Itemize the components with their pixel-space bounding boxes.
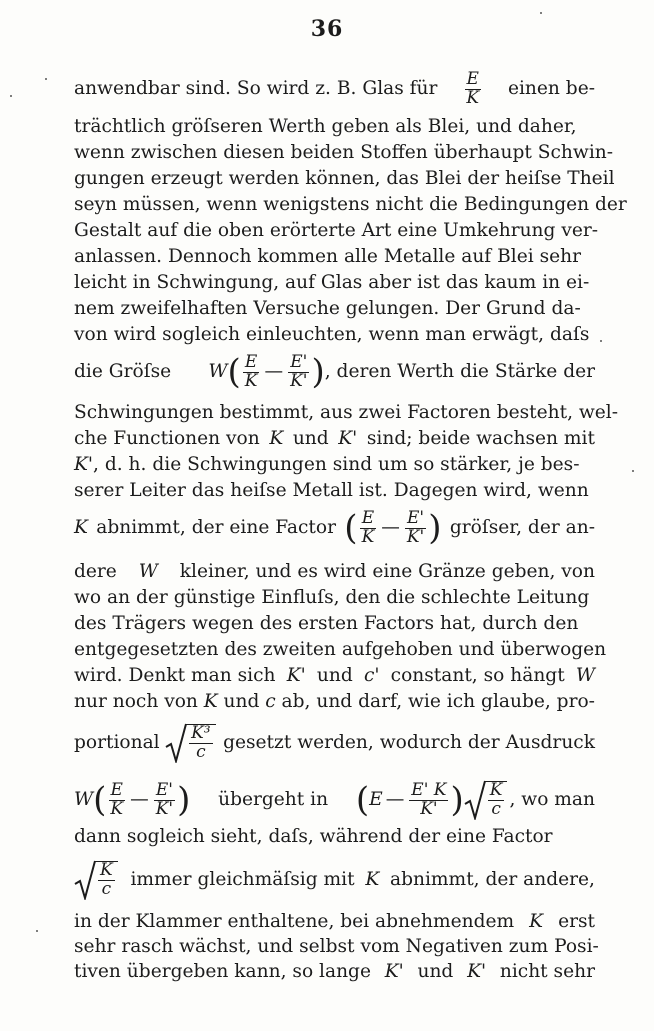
text-line: che Functionen von K und K' sind; beide wachsen mit — [74, 427, 595, 449]
formula-line: K abnimmt, der eine Factor ( $\frac{E}{K}$ — $\frac{E'}{K'}$ ) gröſser, der an- — [74, 507, 595, 548]
text-line: serer Leiter das heiſse Metall ist. Dagegen wird, wenn — [74, 479, 589, 501]
square-root: $\frac{K}{c}$ — [74, 860, 120, 900]
paper-speck — [10, 95, 12, 97]
text-line: wenn zwischen diesen beiden Stoffen überhaupt Schwin- — [74, 141, 614, 163]
formula: W ( $\frac{E}{K}$ — $\frac{E'}{K'}$ ) — [74, 779, 191, 820]
text-line: wo an der günstige Einfluſs, den die schlechte Leitung — [74, 586, 590, 608]
formula: ( E — $\frac{E' K}{K'}$ ) $\frac{K}{c}$ , wo man — [355, 779, 595, 820]
paper-speck — [600, 340, 602, 342]
text-line — [74, 68, 595, 108]
formula-line: portional $\frac{\text{K³}}{c}$ gesetzt werden, wodurch der Ausdruck — [74, 723, 595, 762]
text-line: leicht in Schwingung, auf Glas aber ist das kaum in ei- — [74, 271, 590, 293]
text-line: nur noch von K und c ab, und darf, wie ich glaube, pro- — [74, 690, 595, 712]
paper-speck — [45, 78, 47, 80]
formula: ( $\frac{E}{K}$ — $\frac{E'}{K'}$ ) — [344, 507, 442, 548]
paper-speck — [632, 470, 634, 472]
text-line: tiven übergeben kann, so lange K' und K' nicht sehr — [74, 960, 595, 982]
text-line: entgegesetzten des zweiten aufgehoben und überwogen — [74, 638, 607, 660]
text-line: Schwingungen bestimmt, aus zwei Factoren besteht, wel- — [74, 401, 619, 423]
text-line: sehr rasch wächst, und selbst vom Negativen zum Posi- — [74, 935, 599, 957]
text-line: K' , d. h. die Schwingungen sind um so stärker, je bes- — [74, 453, 580, 475]
formula-line: die Gröſse W ( $\frac{E}{K}$ — $\frac{E'}{K'}$ ) , deren Werth die Stärke der — [74, 351, 595, 392]
square-root: $\frac{\text{K³}}{c}$ — [165, 723, 218, 763]
paper-speck — [540, 12, 542, 14]
line-text: anwendbar sind. So wird z. B. Glas für — [74, 77, 438, 99]
text-line: in der Klammer enthaltene, bei abnehmendem K erst — [74, 910, 595, 932]
formula-line: W ( $\frac{E}{K}$ — $\frac{E'}{K'}$ ) übergeht in ( E — $\frac{E' K}{K'}$ ) $\frac{K}{c}$ , wo man — [74, 779, 595, 820]
line-text: einen be- — [507, 77, 595, 99]
fraction: $\frac{E}{K}$ — [466, 68, 480, 108]
text-line: dere W kleiner, und es wird eine Gränze geben, von — [74, 560, 595, 582]
page-number: 36 — [310, 16, 344, 42]
text-line: wird. Denkt man sich K' und c' constant, so hängt W — [74, 664, 595, 686]
text-line: seyn müssen, wenn wenigstens nicht die Bedingungen der — [74, 193, 627, 215]
text-line: trächtlich gröſseren Werth geben als Blei, und daher, — [74, 115, 577, 137]
text-line: dann sogleich sieht, daſs, während der eine Factor — [74, 825, 553, 847]
paper-speck — [36, 930, 38, 932]
text-line: des Trägers wegen des ersten Factors hat, durch den — [74, 612, 579, 634]
formula-line: $\frac{K}{c}$ immer gleichmäſsig mit K abnimmt, der andere, — [74, 860, 595, 900]
square-root: $\frac{K}{c}$ — [464, 780, 510, 820]
text-line: anlassen. Dennoch kommen alle Metalle auf Blei sehr — [74, 245, 581, 267]
text-line: Gestalt auf die oben erörterte Art eine Umkehrung ver- — [74, 219, 599, 241]
text-line: gungen erzeugt werden können, das Blei der heiſse Theil — [74, 167, 615, 189]
text-line: nem zweifelhaften Versuche gelungen. Der Grund da- — [74, 297, 581, 319]
formula: W ( $\frac{E}{K}$ — $\frac{E'}{K'}$ ) , deren Werth die Stärke der — [208, 351, 595, 392]
text-line: von wird sogleich einleuchten, wenn man erwägt, daſs — [74, 323, 590, 345]
